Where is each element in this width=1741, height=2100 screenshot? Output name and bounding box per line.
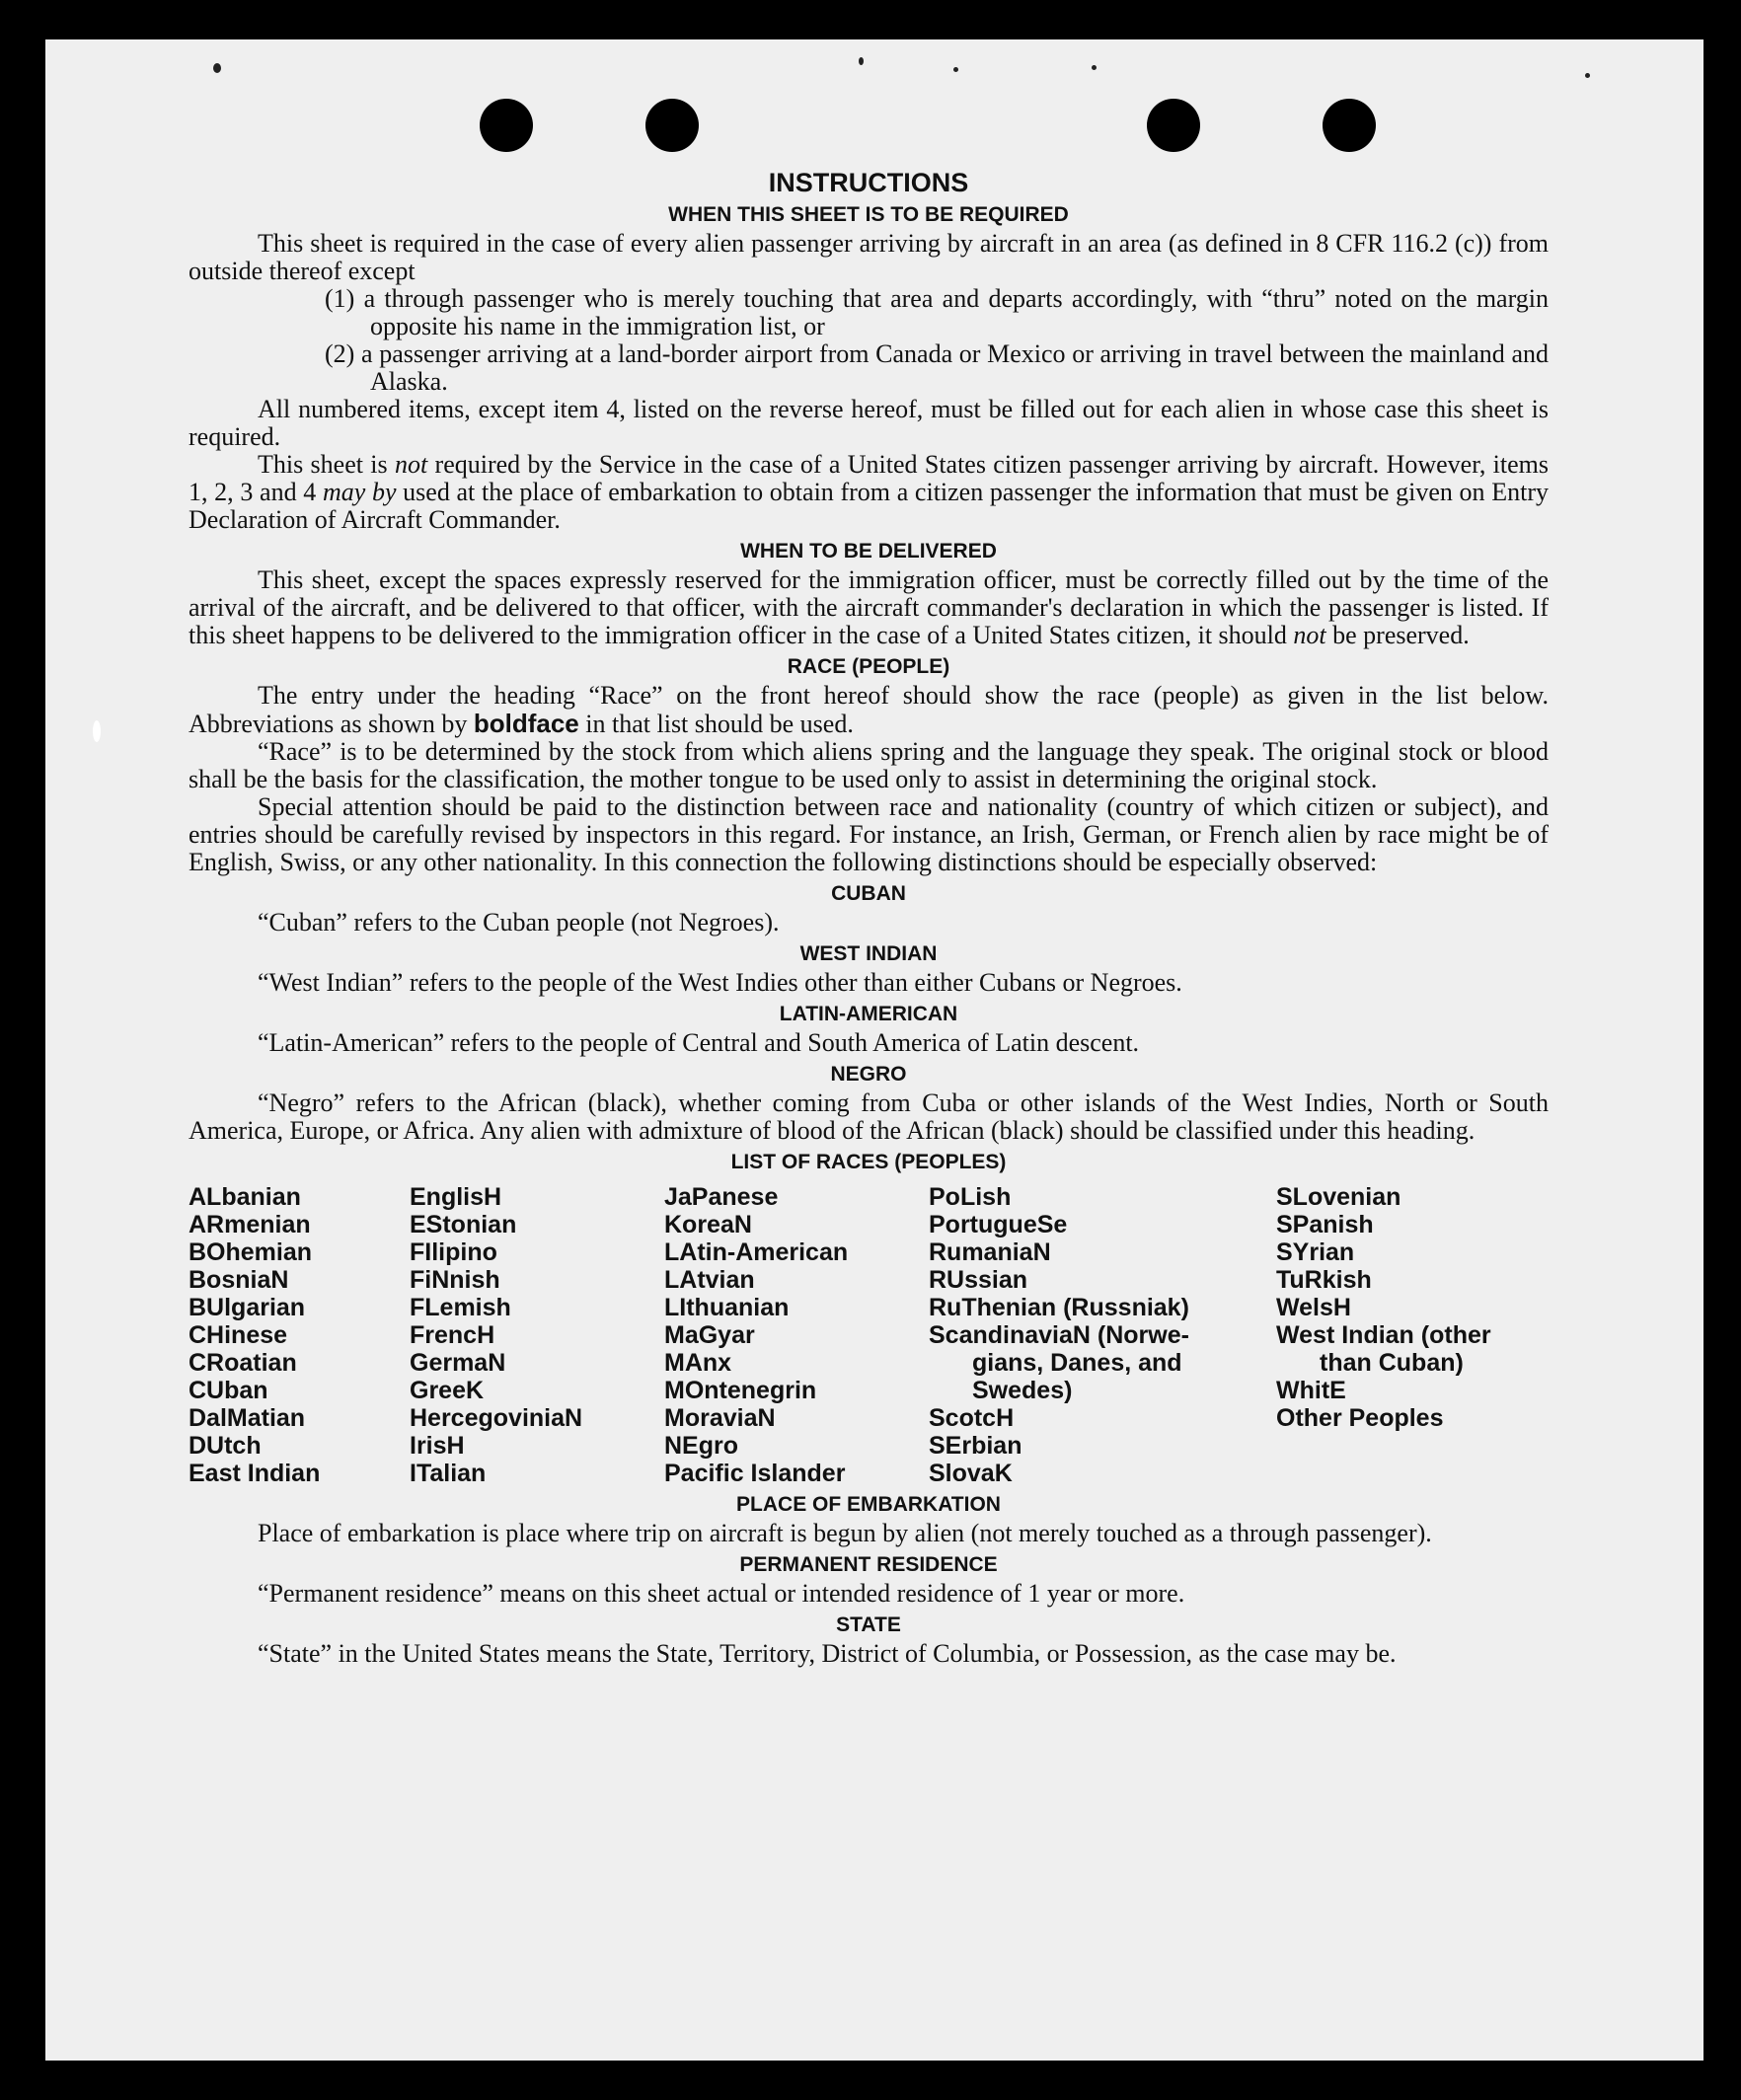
race-entry: DUtch [189, 1432, 262, 1460]
paragraph: “Race” is to be determined by the stock from which aliens spring and the language they speak. The original stock or blood shall be the basis for the classification, the mother tongue to be used only to assist in determining the original stock. [189, 737, 1549, 793]
race-entry: RUssian [929, 1266, 1028, 1294]
paragraph: “Latin-American” refers to the people of Central and South America of Latin descent. [258, 1028, 1140, 1057]
race-entry: Pacific Islander [664, 1460, 846, 1487]
race-entry: ALbanian [189, 1183, 301, 1211]
race-entry: BUlgarian [189, 1294, 306, 1321]
race-entry: CHinese [189, 1321, 288, 1349]
race-entry: SLovenian [1276, 1183, 1401, 1211]
section-heading: LATIN-AMERICAN [779, 1003, 958, 1025]
ink-speck [859, 57, 864, 65]
section-heading: CUBAN [831, 882, 906, 905]
punch-hole [480, 99, 533, 152]
page-title: INSTRUCTIONS [768, 168, 969, 197]
ink-speck [213, 63, 221, 73]
section-heading: PERMANENT RESIDENCE [739, 1553, 998, 1576]
race-entry: ScandinaviaN (Norwe- [929, 1321, 1189, 1349]
paragraph: “Permanent residence” means on this sheet actual or intended residence of 1 year or more. [258, 1579, 1185, 1608]
race-entry: PortugueSe [929, 1211, 1068, 1238]
text-span: in that list should be used. [578, 710, 854, 738]
race-entry: BosniaN [189, 1266, 289, 1294]
paragraph: All numbered items, except item 4, listed on the reverse hereof, must be filled out for each alien in whose case this sheet is required. [189, 395, 1549, 451]
section-heading: STATE [836, 1613, 901, 1636]
text-span: used at the place of embarkation to obtain from a citizen passenger the information that must be given on Entry Declaration of Aircraft Commander. [189, 478, 1549, 534]
section-heading: WHEN TO BE DELIVERED [740, 540, 997, 562]
document-sheet [45, 39, 1703, 2061]
race-entry: East Indian [189, 1460, 321, 1487]
emphasis: not [394, 450, 428, 479]
race-entry: LAtin-American [664, 1238, 849, 1266]
paragraph: “Negro” refers to the African (black), whether coming from Cuba or other islands of the West Indies, North or South America, Europe, or Africa. Any alien with admixture of blood of the African (black) should be classified under this heading. [189, 1088, 1549, 1145]
race-entry: FLemish [410, 1294, 511, 1321]
paragraph: Place of embarkation is place where trip on aircraft is begun by alien (not merely touched as a through passenger). [258, 1519, 1432, 1547]
race-entry: LAtvian [664, 1266, 755, 1294]
paragraph: “West Indian” refers to the people of the West Indies other than either Cubans or Negroes. [258, 968, 1182, 997]
text-span: This sheet, except the spaces expressly reserved for the immigration officer, must be correctly filled out by the time of the arrival of the aircraft, and be delivered to that officer, with the aircraft commander's declaration in which the passenger is listed. If this sheet happens to be delivered to the immigration officer in the case of a United States citizen, it should [189, 565, 1549, 649]
race-column [410, 1183, 664, 1487]
section-heading: WEST INDIAN [799, 942, 938, 965]
race-column [929, 1183, 1276, 1487]
race-entry: West Indian (other [1276, 1321, 1491, 1349]
paragraph: Special attention should be paid to the distinction between race and nationality (country of which citizen or subject), and entries should be carefully revised by inspectors in this regard. For instance, an Irish, German, or French alien by race might be of English, Swiss, or any other nationality. In this connection the following distinctions should be especially observed: [189, 792, 1549, 876]
paper-blemish [93, 720, 101, 742]
ink-speck [953, 67, 958, 72]
emphasis: may by [322, 478, 397, 506]
race-entry: TuRkish [1276, 1266, 1372, 1294]
race-entry: ITalian [410, 1460, 487, 1487]
text-span: The entry under the heading “Race” on the front hereof should show the race (people) as given in the list below. Abbreviations as shown by [189, 681, 1549, 738]
bold-text: boldface [473, 709, 579, 738]
race-entry: EStonian [410, 1211, 517, 1238]
race-entry: SlovaK [929, 1460, 1013, 1487]
paragraph: This sheet is required in the case of every alien passenger arriving by aircraft in an area (as defined in 8 CFR 116.2 (c)) from outside thereof except [189, 229, 1549, 285]
race-entry: NEgro [664, 1432, 738, 1460]
race-entry: MoraviaN [664, 1404, 776, 1432]
section-heading: WHEN THIS SHEET IS TO BE REQUIRED [668, 203, 1069, 226]
race-entry: PoLish [929, 1183, 1012, 1211]
race-column [189, 1183, 410, 1487]
paragraph [189, 451, 1549, 534]
race-entry: FIlipino [410, 1238, 497, 1266]
race-entry: ARmenian [189, 1211, 311, 1238]
race-entry: MAnx [664, 1349, 732, 1377]
race-entry: RuThenian (Russniak) [929, 1294, 1189, 1321]
ink-speck [1092, 65, 1097, 70]
section-heading: LIST OF RACES (PEOPLES) [730, 1151, 1007, 1173]
paragraph [189, 682, 1549, 738]
race-entry: KoreaN [664, 1211, 752, 1238]
race-entry: HercegoviniaN [410, 1404, 583, 1432]
race-entry: SPanish [1276, 1211, 1374, 1238]
punch-hole [1323, 99, 1376, 152]
race-entry: GreeK [410, 1377, 485, 1404]
race-entry: IrisH [410, 1432, 465, 1460]
race-entry: MaGyar [664, 1321, 755, 1349]
punch-hole [1147, 99, 1200, 152]
paragraph [189, 566, 1549, 649]
race-entry: LIthuanian [664, 1294, 790, 1321]
race-entry: FrencH [410, 1321, 495, 1349]
race-entry: Other Peoples [1276, 1404, 1444, 1432]
text-span: required by the Service in the case of a United States citizen passenger arriving by aircraft. However, items 1, 2, 3 and 4 [189, 450, 1549, 506]
race-entry: WhitE [1276, 1377, 1346, 1404]
race-column [1276, 1183, 1549, 1487]
race-entry: JaPanese [664, 1183, 779, 1211]
list-item: (2) a passenger arriving at a land-border airport from Canada or Mexico or arriving in travel between the mainland and Alaska. [325, 339, 1549, 396]
race-entry: SErbian [929, 1432, 1022, 1460]
section-heading: PLACE OF EMBARKATION [736, 1493, 1001, 1516]
race-entry: GermaN [410, 1349, 506, 1377]
race-entry-continued: Swedes) [972, 1377, 1073, 1404]
section-heading: RACE (PEOPLE) [787, 655, 950, 678]
race-entry: SYrian [1276, 1238, 1355, 1266]
race-entry: CRoatian [189, 1349, 297, 1377]
paragraph: “Cuban” refers to the Cuban people (not Negroes). [258, 908, 780, 937]
race-entry: ScotcH [929, 1404, 1015, 1432]
race-entry: CUban [189, 1377, 268, 1404]
race-entry: RumaniaN [929, 1238, 1051, 1266]
paragraph: “State” in the United States means the State, Territory, District of Columbia, or Possession, as the case may be. [258, 1639, 1397, 1668]
instructions-content [189, 168, 1549, 1668]
punch-hole [645, 99, 699, 152]
race-entry: BOhemian [189, 1238, 313, 1266]
race-column [664, 1183, 929, 1487]
race-entry: DalMatian [189, 1404, 306, 1432]
race-entry: EnglisH [410, 1183, 502, 1211]
race-list [189, 1183, 1549, 1487]
emphasis: not [1293, 621, 1326, 649]
list-item: (1) a through passenger who is merely touching that area and departs accordingly, with “thru” noted on the margin opposite his name in the immigration list, or [325, 284, 1549, 340]
ink-speck [1585, 73, 1590, 78]
section-heading: NEGRO [830, 1063, 907, 1086]
race-entry: MOntenegrin [664, 1377, 817, 1404]
race-entry-continued: gians, Danes, and [972, 1349, 1182, 1377]
race-entry: FiNnish [410, 1266, 500, 1294]
text-span: be preserved. [1325, 621, 1470, 649]
race-entry-continued: than Cuban) [1320, 1349, 1464, 1377]
text-span: This sheet is [258, 450, 395, 479]
race-entry: WelsH [1276, 1294, 1351, 1321]
